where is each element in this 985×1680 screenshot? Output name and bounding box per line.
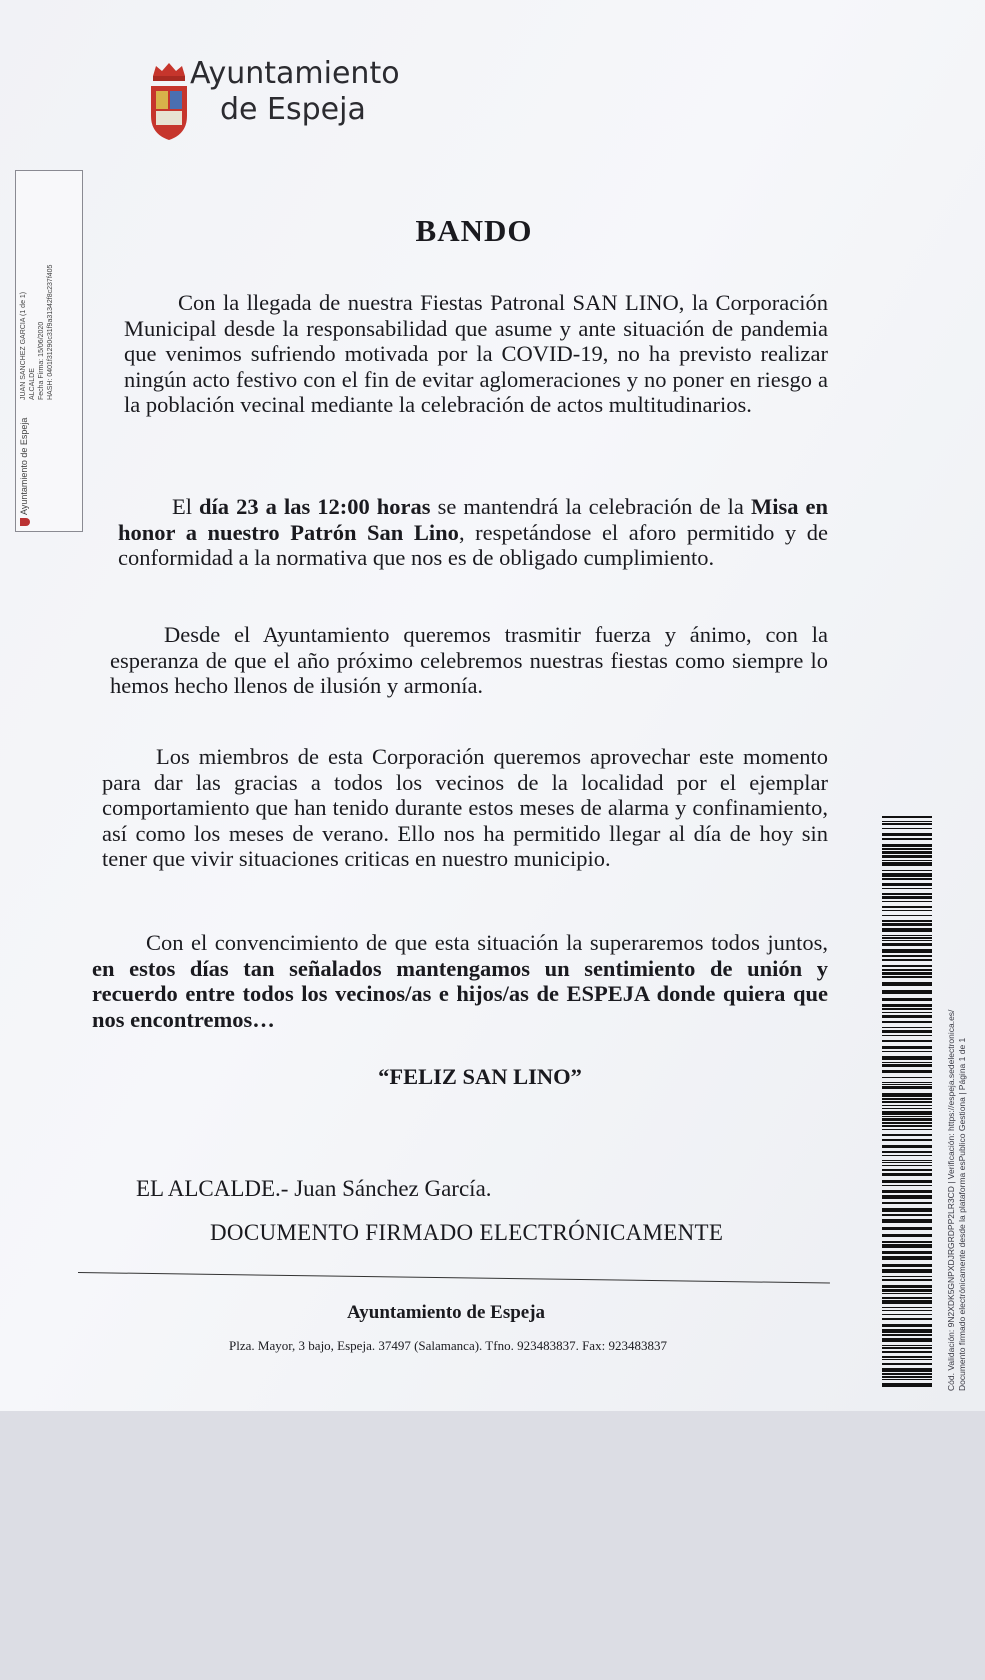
barcode-bar xyxy=(882,1185,932,1186)
barcode-bar xyxy=(882,1376,932,1378)
barcode-bar xyxy=(882,920,932,922)
barcode-bar xyxy=(882,888,932,889)
barcode-bar xyxy=(882,1012,932,1013)
barcode-bar xyxy=(882,1046,932,1049)
barcode-bar xyxy=(882,1134,932,1136)
barcode-bar xyxy=(882,1318,932,1320)
p5-part-a: Con el convencimiento de que esta situación la superaremos todos juntos, xyxy=(146,930,828,955)
barcode-bar xyxy=(882,1338,932,1342)
barcode-bar xyxy=(882,1027,932,1028)
municipal-logo xyxy=(144,56,434,146)
p2-part-e: , respetándose el aforo permitido y de conformidad a la normativa que nos es de obligado cumplimiento. xyxy=(118,519,828,570)
barcode-bar xyxy=(882,1227,932,1230)
barcode-bar xyxy=(882,1214,932,1216)
barcode-bar xyxy=(882,878,932,880)
barcode-bar xyxy=(882,1195,932,1199)
barcode-bar xyxy=(882,1108,932,1109)
barcode-bar xyxy=(882,1086,932,1089)
logo-line-2: de Espeja xyxy=(220,92,366,127)
barcode-bar xyxy=(882,915,932,916)
barcode-bar xyxy=(882,1051,932,1052)
barcode-bar xyxy=(882,848,932,850)
barcode-bar xyxy=(882,851,932,854)
barcode-bar xyxy=(882,901,932,902)
barcode-bar xyxy=(882,1155,932,1156)
barcode-bar xyxy=(882,1021,932,1023)
electronic-signature-note: DOCUMENTO FIRMADO ELECTRÓNICAMENTE xyxy=(210,1220,724,1245)
barcode-bar xyxy=(882,833,932,836)
barcode-bar xyxy=(882,1180,932,1183)
barcode-bar xyxy=(882,1160,932,1161)
barcode-bar xyxy=(882,838,932,840)
barcode-bar xyxy=(882,1062,932,1063)
barcode-bar xyxy=(882,873,932,877)
barcode-bar xyxy=(882,1129,932,1130)
barcode-bar xyxy=(882,1279,932,1281)
barcode-bar xyxy=(882,1101,932,1103)
barcode-bar xyxy=(882,1347,932,1349)
paragraph-5 xyxy=(92,930,828,1032)
barcode-bar xyxy=(882,1256,932,1260)
stamp-signer: JUAN SANCHEZ GARCIA (1 de 1) xyxy=(20,291,27,400)
closing-greeting: “FELIZ SAN LINO” xyxy=(378,1064,582,1089)
barcode-bar xyxy=(882,982,932,986)
stamp-hash: HASH: 0401f31290c31f9a31342f8c237f405 xyxy=(47,264,54,400)
barcode-bar xyxy=(882,1064,932,1067)
barcode-bar xyxy=(882,896,932,899)
barcode-bar xyxy=(882,1122,932,1124)
barcode-bar xyxy=(882,1329,932,1333)
barcode-bar xyxy=(882,816,932,818)
barcode-bar xyxy=(882,1363,932,1365)
barcode-bar xyxy=(882,1165,932,1166)
barcode-bar xyxy=(882,1368,932,1372)
p2-mass: Misa en honor a nuestro Patrón San Lino xyxy=(118,494,828,545)
barcode-bar xyxy=(882,1040,932,1042)
barcode-bar xyxy=(882,1373,932,1375)
barcode-bar xyxy=(882,1151,932,1153)
barcode-bar xyxy=(882,893,932,895)
barcode-bar xyxy=(882,862,932,866)
stamp-title: Ayuntamiento de Espeja xyxy=(19,406,30,526)
barcode-bar xyxy=(882,844,932,847)
barcode-bar xyxy=(882,1077,932,1078)
logo-line-1: Ayuntamiento xyxy=(190,56,400,91)
p2-part-a: El xyxy=(172,494,200,519)
barcode-bar xyxy=(882,1219,932,1223)
barcode-bar xyxy=(882,883,932,886)
barcode-bar xyxy=(882,1345,932,1346)
barcode-bar xyxy=(882,1169,932,1171)
paragraph-1-text: Con la llegada de nuestra Fiestas Patronal SAN LINO, la Corporación Municipal desde la responsabilidad que asume y ante situación de pandemia que venimos sufriendo motivada por la COVID-19, no ha previsto realizar ningún acto festivo con el fin de evitar aglomeraciones y no poner en riesgo a la población vecinal mediante la celebración de actos multitudinarios. xyxy=(124,290,828,417)
barcode-bar xyxy=(882,1190,932,1193)
barcode-bar xyxy=(882,998,932,1001)
footer-organization: Ayuntamiento de Espeja xyxy=(346,1302,546,1323)
verification-text xyxy=(945,1009,969,1680)
barcode-bar xyxy=(882,972,932,975)
barcode-bar xyxy=(882,923,932,926)
paragraph-1 xyxy=(124,290,828,418)
barcode-bar xyxy=(882,1098,932,1100)
barcode-bar xyxy=(882,1118,932,1121)
barcode-bar xyxy=(882,860,932,861)
barcode-bar xyxy=(882,1297,932,1299)
barcode-bar xyxy=(882,1310,932,1311)
barcode-bar xyxy=(882,1084,932,1085)
footer-divider xyxy=(78,1272,830,1283)
paragraph-4-text: Los miembros de esta Corporación queremos aprovechar este momento para dar las gracias a todos los vecinos de la localidad por el ejemplar comportamiento que han tenido durante estos meses de alarma y confinamiento, así como los meses de verano. Ello nos ha permitido llegar al día de hoy sin tener que vivir situaciones criticas en nuestro municipio. xyxy=(102,744,828,871)
barcode-bar xyxy=(882,1139,932,1141)
p2-date-time: día 23 a las 12:00 horas xyxy=(199,494,431,519)
validation-barcode xyxy=(882,816,932,1388)
p2-part-c: se mantendrá la celebración de la xyxy=(430,494,751,519)
barcode-bar xyxy=(882,976,932,978)
barcode-bar xyxy=(882,1035,932,1036)
barcode-bar xyxy=(882,870,932,871)
barcode-bar xyxy=(882,1070,932,1073)
p5-bold: en estos días tan señalados mantengamos un sentimiento de unión y recuerdo entre todos los vecinos/as e hijos/as de ESPEJA donde quiera que nos encontremos… xyxy=(92,955,828,1032)
barcode-bar xyxy=(882,1293,932,1294)
barcode-bar xyxy=(882,955,932,957)
barcode-bar xyxy=(882,1111,932,1115)
stamp-role: ALCALDE xyxy=(29,368,36,400)
barcode-bar xyxy=(882,1383,932,1387)
verification-line-1: Cód. Validación: 9N2XDK5GNPXDJRGRDPP2LR3CD | Verificación: https://espeja.sedelectronica.es/ xyxy=(946,1009,956,1391)
barcode-bar xyxy=(882,949,932,953)
footer-address: Plza. Mayor, 3 bajo, Espeja. 37497 (Salamanca). Tfno. 923483837. Fax: 923483837 xyxy=(229,1338,667,1353)
barcode-bar xyxy=(882,1359,932,1360)
paragraph-2 xyxy=(118,494,828,571)
paragraph-3 xyxy=(110,622,828,699)
barcode-bar xyxy=(882,1269,932,1273)
stamp-crest-icon xyxy=(20,518,30,526)
barcode-bar xyxy=(882,1244,932,1248)
barcode-bar xyxy=(882,1145,932,1148)
barcode-bar xyxy=(882,1285,932,1288)
barcode-bar xyxy=(882,1379,932,1380)
barcode-bar xyxy=(882,906,932,908)
barcode-bar xyxy=(882,1173,932,1176)
barcode-bar xyxy=(882,823,932,825)
barcode-bar xyxy=(882,1251,932,1254)
coat-of-arms-icon xyxy=(148,60,190,142)
barcode-bar xyxy=(882,1264,932,1267)
stamp-date: Fecha Firma: 15/06/2020 xyxy=(38,321,45,400)
barcode-bar xyxy=(882,1241,932,1243)
barcode-bar xyxy=(882,943,932,946)
barcode-bar xyxy=(882,928,932,932)
barcode-bar xyxy=(882,1082,932,1083)
barcode-bar xyxy=(882,1314,932,1315)
barcode-bar xyxy=(882,1093,932,1097)
barcode-bar xyxy=(882,1125,932,1127)
barcode-bar xyxy=(882,990,932,994)
barcode-bar xyxy=(882,1208,932,1212)
barcode-bar xyxy=(882,935,932,936)
barcode-bar xyxy=(882,959,932,961)
barcode-bar xyxy=(882,937,932,939)
barcode-bar xyxy=(882,1202,932,1204)
barcode-bar xyxy=(882,1307,932,1308)
barcode-bar xyxy=(882,1234,932,1237)
document-title: BANDO xyxy=(415,213,533,248)
barcode-bar xyxy=(882,969,932,971)
verification-line-2: Documento firmado electrónicamente desde la plataforma esPublico Gestiona | Página 1 de 1 xyxy=(957,1037,967,1391)
barcode-bar xyxy=(882,1276,932,1277)
barcode-bar xyxy=(882,910,932,911)
barcode-bar xyxy=(882,1351,932,1353)
barcode-bar xyxy=(882,1004,932,1007)
barcode-bar xyxy=(882,1015,932,1018)
barcode-bar xyxy=(882,828,932,829)
barcode-bar xyxy=(882,1056,932,1060)
barcode-bar xyxy=(882,1324,932,1327)
barcode-bar xyxy=(882,1334,932,1336)
barcode-bar xyxy=(882,1300,932,1304)
barcode-bar xyxy=(882,1356,932,1358)
barcode-bar xyxy=(882,1008,932,1010)
barcode-bar xyxy=(882,1289,932,1292)
barcode-bar xyxy=(882,940,932,941)
mayor-signature: EL ALCALDE.- Juan Sánchez García. xyxy=(136,1176,492,1201)
barcode-bar xyxy=(882,965,932,967)
paragraph-4 xyxy=(102,744,828,872)
barcode-bar xyxy=(882,1162,932,1163)
barcode-bar xyxy=(882,855,932,858)
paragraph-3-text: Desde el Ayuntamiento queremos trasmitir fuerza y ánimo, con la esperanza de que el año próximo celebremos nuestras fiestas como siempre lo hemos hecho llenos de ilusión y armonía. xyxy=(110,622,828,698)
barcode-bar xyxy=(882,1105,932,1106)
barcode-bar xyxy=(882,1116,932,1117)
barcode-bar xyxy=(882,1030,932,1033)
barcode-bar xyxy=(882,821,932,822)
